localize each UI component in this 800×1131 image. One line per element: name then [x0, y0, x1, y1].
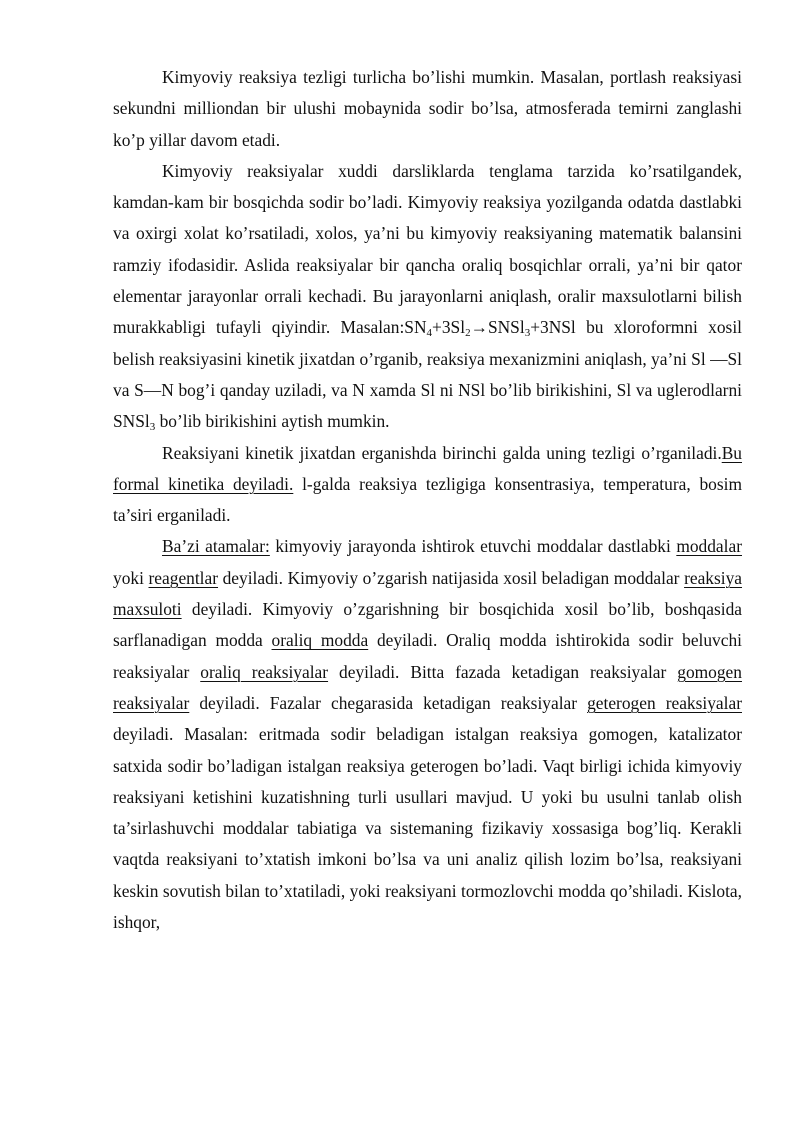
- underlined-term: reagentlar: [148, 567, 219, 588]
- paragraph-reaction-mechanism: [113, 156, 742, 438]
- paragraph-text: Kimyoviy reaksiya tezligi turlicha bo’lishi mumkin. Masalan, portlash reaksiyasi sekundni milliondan bir ulushi mobaynida sodir bo’lsa, atmosferada temirni zanglashi ko’p yillar davom etadi.: [113, 67, 742, 150]
- chemical-bond-icon: —: [710, 348, 728, 369]
- paragraph-text: l-galda reaksiya tezligiga konsentrasiya, temperatura, bosim ta’siri erganiladi.: [113, 473, 742, 526]
- paragraph-text: yoki: [113, 567, 149, 588]
- paragraph-text: +3Sl: [432, 317, 466, 338]
- paragraph-text: N bog’i qanday uziladi, va N xamda Sl ni NSl bo’lib birikishini, Sl va uglerodlarni SNSl: [113, 379, 742, 432]
- subscript: 2: [465, 327, 471, 340]
- underlined-term: oraliq reaksiyalar: [200, 661, 329, 682]
- underlined-term: geterogen reaksiyalar: [587, 692, 742, 713]
- subscript: 3: [524, 327, 531, 340]
- paragraph-text: deyiladi. Kimyoviy o’zgarishning bir bosqichida xosil bo’lib, boshqasida sarflanadigan modda: [113, 599, 742, 651]
- paragraph-text: SNSl: [487, 317, 525, 338]
- underlined-term: oraliq modda: [271, 630, 369, 651]
- subscript: 4: [426, 327, 433, 340]
- subscript: 3: [149, 421, 156, 434]
- paragraph-text: bo’lib birikishini aytish mumkin.: [155, 411, 390, 432]
- underlined-term: gomogen reaksiyalar: [113, 661, 742, 713]
- paragraph-text: Kimyoviy reaksiyalar xuddi darsliklarda tenglama tarzida ko’rsatilgandek, kamdan-kam bir bosqichda sodir bo’ladi. Kimyoviy reaksiya yozilganda odatda dastlabki va oxirgi xolat ko’rsatiladi, xolos, ya’ni bu kimyoviy reaksiyaning matematik balansini ramziy ifodasidir. Aslida reaksiyalar bir qancha oraliq bosqichlar orrali, ya’ni bir qator elementar jarayonlar orrali kechadi. Bu jarayonlarni aniqlash, oralir maxsulotlarni bilish murakkabligi tufayli qiyindir. Masalan:SN: [113, 160, 742, 338]
- underlined-term: moddalar: [676, 536, 742, 557]
- paragraph-text: deyiladi. Bitta fazada ketadigan reaksiyalar: [328, 661, 678, 682]
- paragraph-text: kimyoviy jarayonda ishtirok etuvchi moddalar dastlabki: [269, 536, 677, 557]
- paragraph-reaction-rate: [113, 62, 742, 156]
- paragraph-terms: [113, 531, 742, 938]
- underlined-term: Bu formal kinetika deyiladi.: [113, 442, 742, 494]
- paragraph-text: deyiladi. Kimyoviy o’zgarish natijasida xosil beladigan moddalar: [218, 567, 685, 588]
- paragraph-text: deyiladi. Masalan: eritmada sodir beladigan istalgan reaksiya gomogen, katalizator satxida sodir bo’ladigan istalgan reaksiya geterogen bo’ladi. Vaqt birligi ichida kimyoviy reaksiyani ketishini kuzatishning turli usullari mavjud. U yoki bu usulni tanlab olish ta’sirlashuvchi moddalar tabiatiga va sistemaning fizikaviy xossasiga bog’liq. Kerakli vaqtda reaksiyani to’xtatish imkoni bo’lsa va uni analiz qilish lozim bo’lsa, reaksiyani keskin sovutish bilan to’xtatiladi, yoki reaksiyani tormozlovchi modda qo’shiladi. Kislota, ishqor,: [113, 724, 742, 933]
- paragraph-formal-kinetics: [113, 438, 742, 532]
- underlined-term: Ba’zi atamalar:: [162, 536, 270, 557]
- paragraph-text: deyiladi. Fazalar chegarasida ketadigan reaksiyalar: [189, 692, 588, 713]
- paragraph-text: Sl va S: [113, 348, 742, 400]
- underlined-term: reaksiya maxsuloti: [113, 567, 743, 620]
- paragraph-text: deyiladi. Oraliq modda ishtirokida sodir beluvchi reaksiyalar: [113, 630, 743, 682]
- paragraph-text: +3NSl bu xloroformni xosil belish reaksiyasini kinetik jixatdan o’rganib, reaksiya mexanizmini aniqlash, ya’ni Sl: [113, 317, 742, 369]
- chemical-bond-icon: —: [143, 379, 162, 400]
- reaction-arrow-icon: →: [470, 317, 488, 338]
- paragraph-text: Reaksiyani kinetik jixatdan erganishda birinchi galda uning tezligi o’rganiladi.: [162, 442, 722, 463]
- document-page: [113, 62, 742, 938]
